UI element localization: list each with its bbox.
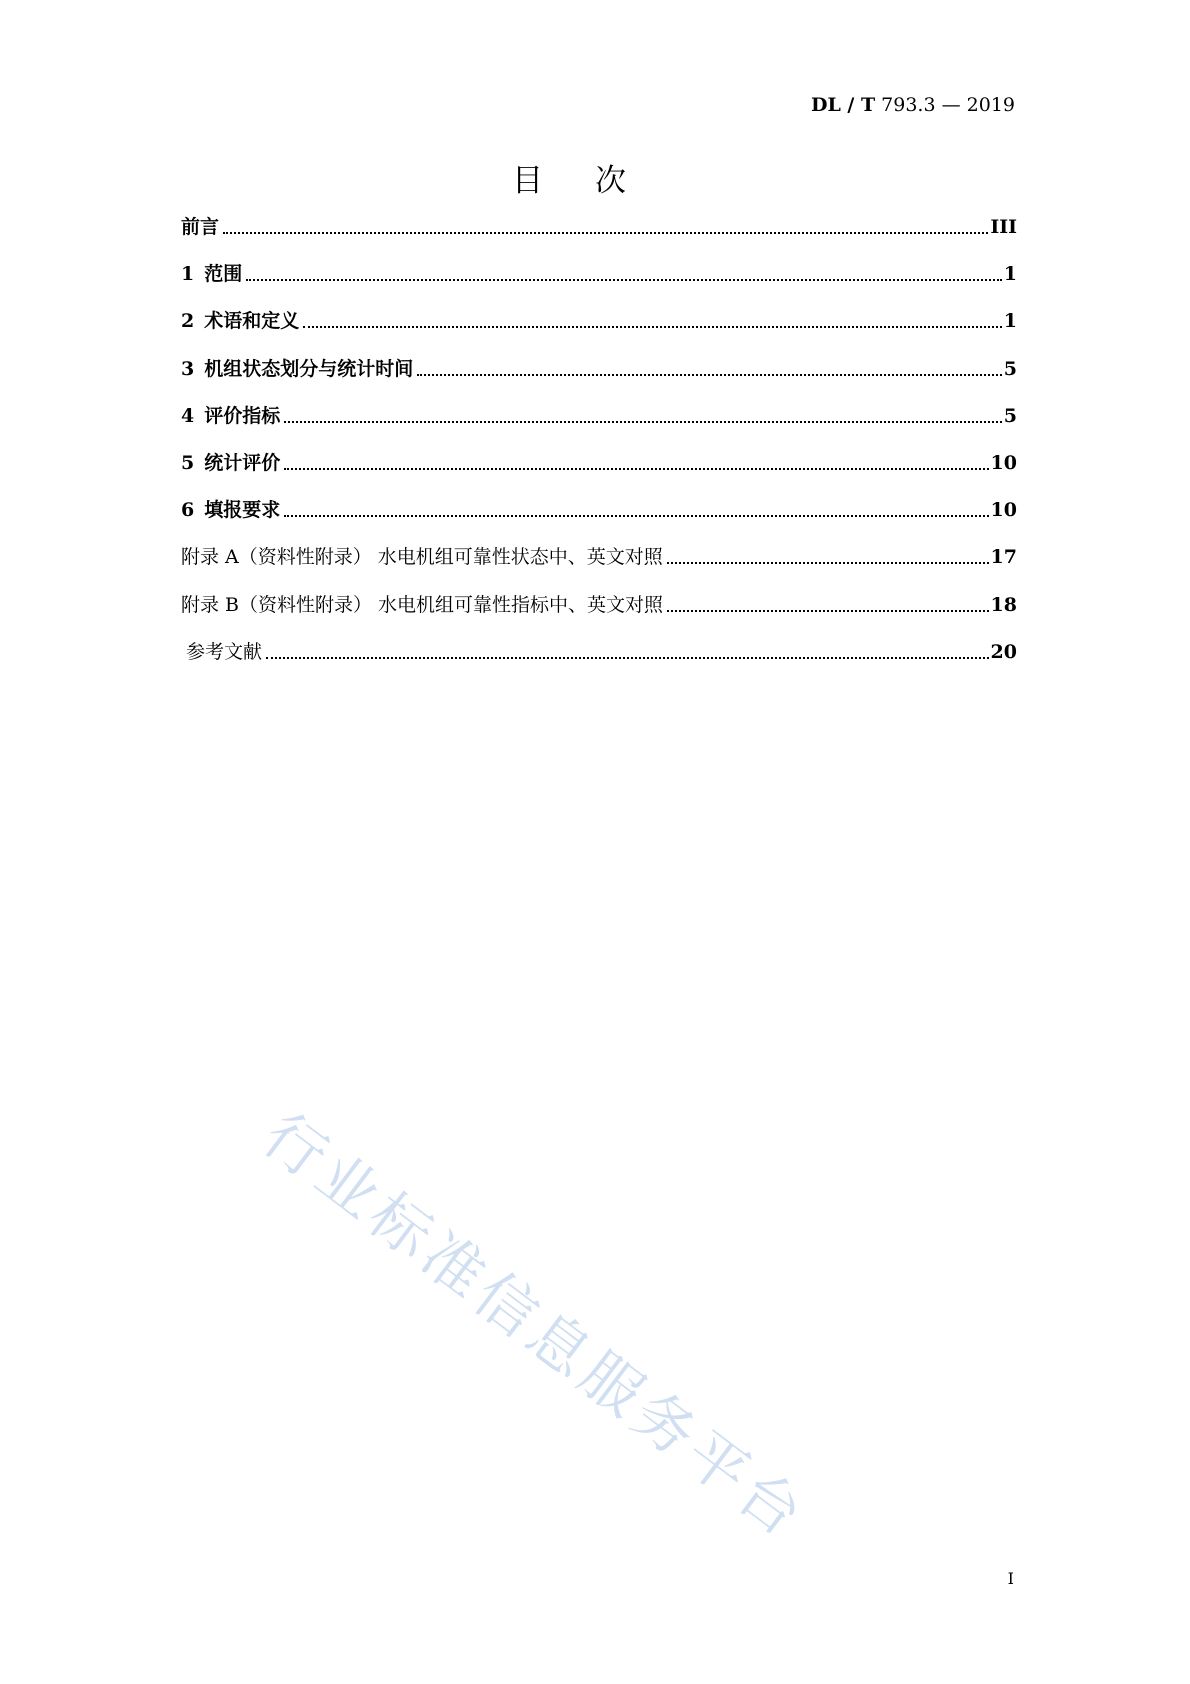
dot-leader — [417, 373, 1002, 376]
toc-entry-preface[interactable] — [181, 214, 1017, 241]
dot-leader — [667, 561, 989, 564]
toc-entry-label: 评价指标 — [204, 404, 281, 427]
toc-entry-page: 10 — [990, 499, 1017, 522]
toc-entry-page: 20 — [990, 640, 1017, 663]
toc-entry-references[interactable] — [181, 639, 1017, 666]
toc-entry-label: 机组状态划分与统计时间 — [204, 357, 414, 380]
toc-entry-reporting[interactable] — [181, 497, 1017, 524]
watermark: 行业标准信息服务平台 — [250, 1100, 820, 1554]
toc-entry-terms[interactable] — [181, 308, 1017, 335]
toc-entry-appendix-b[interactable] — [181, 592, 1017, 619]
toc-entry-label: 附录 A（资料性附录） 水电机组可靠性状态中、英文对照 — [181, 546, 663, 569]
toc-entry-page: 17 — [990, 546, 1017, 569]
standard-code-number: 793.3 — 2019 — [881, 94, 1015, 116]
toc-entry-page: III — [990, 216, 1017, 238]
toc-entry-label: 范围 — [204, 263, 243, 286]
dot-leader — [223, 231, 988, 234]
toc-entry-number: 3 — [181, 357, 195, 380]
toc-entry-page: 5 — [1003, 404, 1017, 427]
toc-entry-label: 统计评价 — [204, 451, 281, 474]
toc-entry-label: 术语和定义 — [204, 310, 300, 333]
toc-entry-page: 1 — [1003, 310, 1017, 333]
toc-entry-page: 1 — [1003, 263, 1017, 286]
toc-entry-number: 5 — [181, 451, 195, 474]
page-title: 目次 — [512, 163, 678, 199]
dot-leader — [246, 278, 1002, 281]
standard-code-prefix: DL / T — [810, 94, 876, 116]
toc-entry-label: 填报要求 — [204, 499, 281, 522]
standard-code — [811, 94, 1015, 116]
table-of-contents — [181, 214, 1017, 686]
toc-entry-number: 4 — [181, 404, 195, 427]
toc-entry-number: 1 — [181, 263, 195, 286]
toc-entry-page: 10 — [990, 451, 1017, 474]
toc-entry-page: 18 — [990, 593, 1017, 616]
toc-entry-label: 前言 — [181, 216, 220, 238]
toc-entry-unit-states[interactable] — [181, 356, 1017, 383]
toc-entry-number: 6 — [181, 499, 195, 522]
dot-leader — [667, 609, 989, 612]
toc-entry-statistical-evaluation[interactable] — [181, 450, 1017, 477]
toc-entry-label: 参考文献 — [186, 640, 263, 663]
page-number: I — [1007, 1569, 1014, 1588]
toc-entry-indicators[interactable] — [181, 403, 1017, 430]
dot-leader — [284, 467, 988, 470]
toc-entry-appendix-a[interactable] — [181, 544, 1017, 571]
toc-entry-number: 2 — [181, 310, 195, 333]
toc-entry-label: 附录 B（资料性附录） 水电机组可靠性指标中、英文对照 — [181, 593, 664, 616]
dot-leader — [266, 656, 989, 659]
dot-leader — [284, 420, 1002, 423]
dot-leader — [284, 514, 988, 517]
dot-leader — [303, 325, 1002, 328]
toc-entry-page: 5 — [1003, 357, 1017, 380]
toc-entry-scope[interactable] — [181, 261, 1017, 288]
